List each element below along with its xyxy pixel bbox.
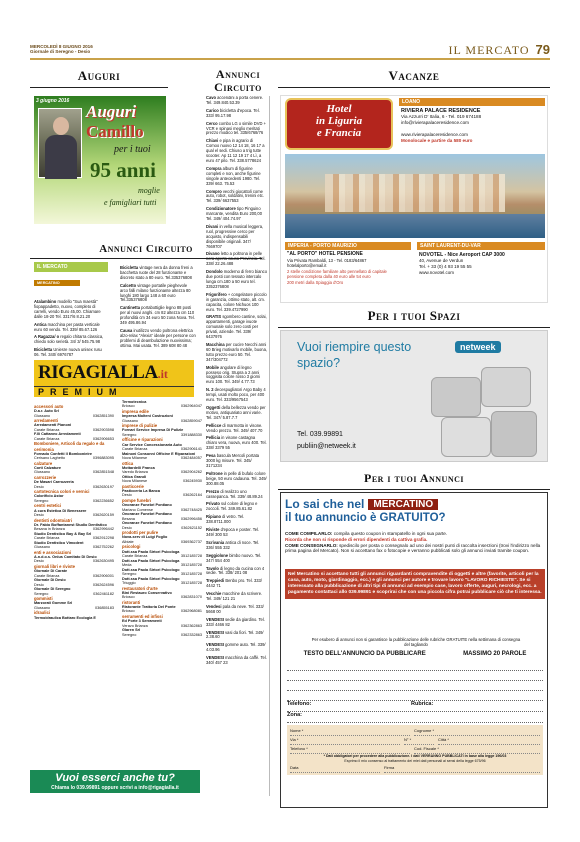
rigagialla-logo <box>34 360 194 398</box>
business-name: Studio Dentistico Vimodent <box>34 540 84 545</box>
business-name: Mainoni Consonni Officine E Riparazioni <box>122 451 196 456</box>
business-phone: 0362484057 <box>180 456 202 461</box>
business-city: Seregno <box>122 432 137 437</box>
rigagialla-list-right <box>122 400 202 637</box>
business-phone: 0362620159 <box>92 513 114 518</box>
business-phone: 3512185728 <box>180 572 202 577</box>
text-line[interactable] <box>287 681 543 691</box>
auguri-name: Camillo <box>86 122 144 141</box>
auguri-date-badge: 3 giugno 2016 <box>36 98 70 104</box>
saint-label: SAINT LAURENT-DU-VAR <box>417 242 545 250</box>
business-city: Carate Brianza <box>34 436 60 441</box>
person-photo <box>38 108 82 178</box>
business-phone: 3512185728 <box>180 581 202 586</box>
auguri-ad <box>34 96 166 224</box>
category-heading: enti e associazioni <box>34 549 72 555</box>
citta-label[interactable]: Città * <box>438 736 540 745</box>
business-name: Fornado Confetti Il Bombonieire <box>34 451 93 456</box>
zona-field[interactable]: Zona: <box>287 712 543 723</box>
business-phone: 036262164 <box>182 493 202 498</box>
classified-ad: VENDESI gomme auto. Tel. 339/ 4.03.96 <box>206 642 266 653</box>
coupon-title: TESTO DELL'ANNUNCIO DA PUBBLICARE <box>303 651 426 657</box>
spazi-ad <box>280 330 548 462</box>
auguri-line1: moglie <box>138 186 160 195</box>
business-city: Carate Brianza <box>34 573 60 578</box>
rigagialla-list-left <box>34 404 114 620</box>
personal-data <box>287 725 543 775</box>
business-name: Fornari Service Impresa Di Pulizie <box>122 428 184 433</box>
business-phone: 0362968081 <box>180 609 202 614</box>
riviera-address: Via Azzurri D' Italia, 6 - Tel. 019 674188 <box>401 114 482 120</box>
novotel-name: NOVOTEL - Nice Aeroport CAP 3000 <box>419 252 505 258</box>
business-city: Giussano <box>34 545 51 550</box>
classified-ad: Pellicce di marmotta in visone. Vendo prezzo. Tel. 349/ 407.70 <box>206 422 263 433</box>
business-name: Car Service Concessionaria Auto <box>122 442 182 447</box>
business-phone: 3512185728 <box>180 554 202 559</box>
spazi-tel: Tel. 039.99891 <box>297 431 343 438</box>
business-name: Giornale Di Seregno <box>34 587 71 592</box>
classified-ad: Antica macchina per pasta verticale euro 60 vendo. Tel. 339/ 85.67.126 <box>34 321 100 332</box>
classified-ad: Tavolo di legno da cucina con 4 sedie. Tel. 338/ 201 08 <box>206 565 265 576</box>
riviera-email: info@rivierapalaceresidence.com <box>401 120 469 126</box>
classified-ad: Divano letto a poltrona in pelle nera aperta causa Provincia. Tel. 338/ 22.26.488 <box>206 251 266 267</box>
category-heading: officine e riparazioni <box>122 437 163 443</box>
category-heading: ottica <box>122 460 134 466</box>
business-city: Desio <box>122 493 132 498</box>
business-city: Seregno <box>122 572 137 577</box>
business-name: Colorificio Astor <box>34 494 64 499</box>
rigagialla-suffix: .it <box>157 367 168 381</box>
business-phone: 0362996442 <box>92 527 114 532</box>
classified-ad: Condizionatore tipo Pinguino marcante, vendita Euro 200,00 Tel. 349/ 404.74.97 <box>206 206 262 222</box>
loano-label: LOANO <box>399 98 545 106</box>
rigagialla-brand: RIGAGIALLA <box>38 362 158 383</box>
novotel-info <box>419 252 545 276</box>
classified-ad: GRATIS sgombero cantine, solai, appartamenti, garage ivuote comunale solo zero costi per privati, aziende. Tel. 339/ 6437976 <box>206 314 267 340</box>
classified-ad: Causa inutilizzo vendo poltrona elettrica alzo-relax "Alexia" ideale per persone con problemi di deambulazione nuovissima; ottima. Mai usata. Tel. 389 608 80 48 <box>120 327 196 348</box>
business-phone: 0362748425 <box>180 507 202 512</box>
business-phone: 0362903598 <box>92 427 114 432</box>
auguri-per-i-tuoi: per i tuoi <box>114 144 151 155</box>
business-phone: 0362906001 <box>92 573 114 578</box>
imperia-name: "AL PORTO" HOTEL PENSIONE <box>287 251 363 257</box>
classified-ad: Poltrone in pelle di bufalo colore beige, 50 euro cadauna. Tel. 349/ 300.88.05 <box>206 470 267 486</box>
puzzle-graphic <box>431 367 541 461</box>
business-city: Briosco <box>122 595 135 600</box>
riviera-photo <box>285 154 545 238</box>
imperia-address: Via Privata Rambaldi, 13 - Tel. 0183/64867 <box>287 257 367 263</box>
business-phone: 0362236652 <box>92 498 114 503</box>
nome-label[interactable]: Nome * <box>290 727 410 736</box>
nb-box: Nel Mercatino si accettano tutti gli annunci riguardanti compravendite di oggetti e altre (favorite, articoli per la casa, auto, moto, giardinaggio, ecc.) e gli annunci per autore e trovare lavoro "LAVORO RICHIESTE". Se si interessato alla pubblicazione di altri tipi di annunci ad esempio case, lavoro offerte, auguri, necrologi, ecc. a pagamento contattaci allo 039.99891 e scoprirai che con una piccola cifra potrai pubblicare ciò che ti interessa. <box>285 569 545 599</box>
classified-ad: Cerco combo LG o simile DVD + VCR e spinasi meglio meritati prezzo modico tel. 335/6768/76 <box>206 120 266 136</box>
business-city: Desio <box>122 525 132 530</box>
category-heading: prodotti per pulire <box>122 530 159 536</box>
classified-ad: Riviste d'epoca e poster. Tel. 349/ 300 53 <box>206 527 260 537</box>
esubero-note: Per esubero di annunci non si garantisce la pubblicazione delle rubriche GRATUITE nella settimana di consegna del tagliando <box>311 637 521 647</box>
business-name: Marzorati Gomme Srl <box>34 601 73 606</box>
rigagialla-banner <box>30 770 200 793</box>
spazi-email: publiin@netweek.it <box>297 443 356 450</box>
category-heading: impresa edile <box>122 409 149 414</box>
section-name: IL MERCATO <box>448 43 530 57</box>
classified-ad: VENDESI vasi da fiori. Tel. 349/ 2.38.60 <box>206 629 264 640</box>
text-line[interactable] <box>287 671 543 681</box>
business-city: Seregno <box>34 498 49 503</box>
annunci-coupon-box <box>280 492 548 808</box>
headline-line1: Lo sai che nel <box>285 497 365 511</box>
category-heading: dentisti odontoiatri <box>34 517 72 523</box>
business-name: Dott.ssa Paola Sirtori Psicologa <box>122 549 180 554</box>
vacanze-ad <box>280 95 548 303</box>
business-city: Desio <box>34 582 44 587</box>
classified-ad: A Ragazza/ o regalo chitarra classica, chiedo solo serietà. 34/ 3/ 545.75.98 <box>34 334 104 345</box>
business-name: Ristorante Trattoria Del Ponte <box>122 605 176 610</box>
header-date: MERCOLEDÌ 8 GIUGNO 2016 <box>30 44 93 49</box>
business-city: Giussano <box>122 418 139 423</box>
business-name: De Masari Carrozzeria <box>34 480 74 485</box>
coupon-fields <box>287 701 543 723</box>
hotel-logo-line3: e Francia <box>316 127 362 139</box>
category-heading: pompe funebri <box>122 498 152 504</box>
imperia-note1: 2 stelle condizione familiare alto pennellato di capitale <box>287 268 387 274</box>
business-city: Cerisano Laghetto <box>34 456 66 461</box>
category-heading: cartotecnica colori e vernici <box>34 489 90 495</box>
business-name: Arredamenti Pianoni <box>34 423 72 428</box>
business-phone: 0362906141 <box>180 447 202 452</box>
category-heading: accessori auto <box>34 404 64 409</box>
firma-label[interactable]: Firma <box>384 764 540 773</box>
numero-label[interactable]: N° * <box>404 736 434 745</box>
business-phone: 0362752262 <box>92 545 114 550</box>
annunci-circuito-mid-title: Annunci Circuito <box>214 67 262 94</box>
annunci-title: Per i tuoi Annunci <box>278 471 550 490</box>
business-phone: 0362904262 <box>180 470 202 475</box>
classified-ad: Ripiano di vetro. Tel. 338.8711.000 <box>206 514 245 525</box>
privacy-2: Esprimo il mio consenso al trattamento dei miei dati personali ai sensi della legge 675/96 <box>344 759 486 763</box>
category-heading: calzature <box>34 460 53 466</box>
classified-ad: Vendesi pala da neve. Tel. 333/ 5668 00 <box>206 603 264 614</box>
classified-ad: Bicicletta Uniesre nuova unisex rusu 06. Tel. 340/ 6976787 <box>34 347 102 358</box>
annunci-mid-list <box>206 96 270 796</box>
classified-ad: Pesa bascula Mercoli portata 3000 kg misure. Tel. 345/ 3171234 <box>206 453 260 468</box>
business-city: Nova Milanese <box>122 456 148 461</box>
classified-ad: Scrivania antica di noce. Tel. 336/ 555 332 <box>206 539 260 550</box>
classified-ad: Frigorifero + congelatore piccolo in garanzia, ottimo stato, alt. cm. capacita, colore Nichuos 100 euro. Tel. 339.4727990 <box>206 291 267 312</box>
novotel-web: www.novotel.com <box>419 270 455 275</box>
classified-ad: Divani in vella musical leggera, ruol, progressive cerco per acquisto, indispensabili disponibile originali. 347/ 7669707 <box>206 223 264 249</box>
business-name: Glaren Srl <box>122 628 141 633</box>
business-city: Carate Brianza <box>34 536 60 541</box>
business-name: Onoranze Funebri Pontiano <box>122 503 172 508</box>
business-phone: 0362621152 <box>181 525 202 530</box>
classified-ad: Carico bicicletta d'epoca. Tel. 333/ 95.17.98 <box>206 107 260 118</box>
imperia-email: hotelalporto@email.it <box>287 263 327 269</box>
rigagialla-premium: PREMIUM <box>34 386 194 397</box>
business-phone: 0362859047 <box>180 418 202 423</box>
business-city: Nova Milanese <box>122 479 148 484</box>
business-name: Studio Dentistico Bay & Bay Srl <box>34 531 92 536</box>
category-heading: psicologi <box>122 544 141 550</box>
auguri-age: 95 anni <box>90 158 156 182</box>
business-phone: 3391888330 <box>180 432 202 437</box>
category-heading: ristoranti <box>122 599 141 605</box>
business-name: Mottardelli Franca <box>122 465 155 470</box>
category-heading: serramenti ed infissi <box>122 614 163 620</box>
business-name: Bini Restauro Conservativo <box>122 590 172 595</box>
annunci-left-col1 <box>34 300 108 361</box>
business-name: Giornale Di Carate <box>34 569 68 574</box>
business-phone: 0396883095 <box>92 456 114 461</box>
classified-ad: Dondolo moderno di ferro bianco due posti con tessuto intercalo lunga cm.180 a 50 euro tel. 3352376808 <box>206 269 267 289</box>
business-name: Dott.ssa Paola Sirtori Psicologo <box>122 576 180 581</box>
page-header-section <box>449 42 550 58</box>
auguri-line2: e famigliari tutti <box>104 198 157 207</box>
text-line[interactable] <box>287 661 543 671</box>
classified-ad: Compro vecchi giocattoli come auto, robot, soldatini, trenini etc. Tel. 339/ 6637553 <box>206 188 265 204</box>
business-phone: 0362624596 <box>92 582 114 587</box>
business-name: Ed Porte 3 Serramenti <box>122 619 162 624</box>
category-heading: Bomboniere, Articoli da regalo e da cerimonia <box>34 441 105 452</box>
business-name: A.n.d.o.s. Onlus Comitato Di Desio <box>34 555 97 560</box>
classified-ad: Cantinetta portabottiglie legno 88 posti per al nuovi anghi. cm 82 altezza cm 110 profondità cm 34 euro 50 zona Nova. Tel. 349 495.86.94 <box>120 305 195 326</box>
imperia-info <box>287 252 413 286</box>
codfiscale-label[interactable]: Cod. Fiscale * <box>414 745 540 754</box>
riviera-note: Monolocale e partire da 580 euro <box>401 137 473 143</box>
rubrica-label: Rubrica: <box>411 701 434 707</box>
via-label[interactable]: Via * <box>290 736 400 745</box>
category-heading: pasticcerie <box>122 483 144 489</box>
classified-ad: Cavo accendini a porta cenere. Tel. 349.840.53.39 <box>206 96 264 105</box>
riviera-info <box>401 108 547 144</box>
business-name: Dr. Fabio Boffantanest Studio Dentistico <box>34 522 107 527</box>
business-phone: 0362630197 <box>92 484 114 489</box>
business-city: Varedo Brianza <box>122 470 148 475</box>
business-city: Giussano <box>34 605 51 610</box>
business-name: Corti Calzature <box>34 466 62 471</box>
business-name: Nova-serv di Luigi Foglio <box>122 535 168 540</box>
classified-ad: Compra album di figurine completi e non, anche figurine singole antecedenti 1980. Tel. 339/ 663. 75.53 <box>206 165 261 186</box>
business-city: Carate Brianza <box>122 554 148 559</box>
mercatino-tag: MERCATINO <box>34 280 80 286</box>
classified-ad: Mobile angolare di legno posseso orig. Stupra a 2 anni soggisita colore rosso 3 giorni euro 100. Tel. 349/ 4.77.73 <box>206 364 261 385</box>
category-heading: centri estetici <box>34 503 61 509</box>
business-city: Veravo Brianza <box>122 623 148 628</box>
mercato-logo-text: IL MERCATO <box>34 262 108 272</box>
auguri-headline: Auguri <box>86 102 137 121</box>
business-phone: 0362851548 <box>92 470 114 475</box>
business-name: Pasticceria La Banca <box>122 489 160 494</box>
mercato-logo <box>34 262 108 286</box>
business-city: Mariano Comense <box>122 507 154 512</box>
business-phone: 0369362737 <box>180 539 202 544</box>
classified-ad: Vecchie macchine da scrivere. Tel. 349/ 121 21 <box>206 591 263 602</box>
category-heading: carrozzerie <box>34 475 57 481</box>
business-phone: 0362362863 <box>180 623 202 628</box>
data-label[interactable]: Data <box>290 764 380 773</box>
business-phone: 0362912298 <box>92 536 114 541</box>
classified-ad: N. 2 decespugliatori Argo Baby 4 tempi, usati molto poco, per 400 euro. Tel. 333/9567543 <box>206 387 266 403</box>
header-rule <box>30 58 550 60</box>
classified-ad: Calcetto vintage portatile pieghevole arco falli milano funzionante altezza 80 lunghi 180 largo 148 a 60 euro Tel.335376808 <box>120 282 191 303</box>
business-city: Triuggio <box>122 581 136 586</box>
business-phone: 0362996456 <box>180 516 202 521</box>
category-heading: arredamenti <box>34 418 58 424</box>
ricorda-note: Ricorda che non si risponde di errori dipendenti da cattiva grafia. <box>285 536 428 542</box>
business-phone: 0362964047 <box>180 404 202 409</box>
mercatino-badge: MERCATINO <box>368 499 438 510</box>
header-paper: Giornale di Seregno - Desio <box>30 49 91 55</box>
netweek-logo: netweek <box>455 341 501 353</box>
business-city: Albiate <box>122 539 134 544</box>
hotel-logo-box <box>285 98 393 150</box>
business-city: Besana <box>122 516 135 521</box>
business-name: Termoidraulica Bottaro Ecologia E <box>34 615 96 620</box>
spazi-headline: Vuoi riempire questo spazio? <box>297 340 412 370</box>
business-name: Ottica Grandi <box>122 474 147 479</box>
text-line[interactable] <box>287 691 543 701</box>
vacanze-title: Vacanze <box>278 68 550 88</box>
business-phone: 0362630495 <box>92 559 114 564</box>
classified-ad: Oggetti della bellezza vendo per motivo, antiquariato anni varie. Tel. 347/ 5.87.7.7 <box>206 404 266 420</box>
imperia-label: IMPERIA - PORTO MAURIZIO <box>285 242 411 250</box>
business-phone: 036245930 <box>182 479 202 484</box>
classified-ad: Atalambino modello "Sua maestà" fiopappadetto, nuovo, completo di carrelli, vendo Euro 45,00. Chiamare dalle 18-20 Tel. 3317/6 8.21.20 <box>34 299 101 319</box>
novotel-address: 40, Avenue de Verdun <box>419 258 464 263</box>
classified-ad: Privato sul colore di legno e zoccoli. Tel. 349.85.61.82 <box>206 501 258 512</box>
classified-ad: Macchina per cucire Necchi anni 60 Brieg motivarlo mobile, buona, tutto prezzo euro 50. Tel. 347/304772 <box>206 341 267 362</box>
imperia-note2: pensione completa dalla 40 euro alle 54 euro <box>287 274 371 280</box>
gratuito-headline <box>285 497 545 524</box>
riviera-name: RIVIERA PALACE RESIDENCE <box>401 108 481 114</box>
auguri-section-title: Auguri <box>30 68 168 88</box>
business-name: A cura Estetica Di Benessere <box>34 508 87 513</box>
business-city: Desio <box>34 559 44 564</box>
riviera-web: www.rivierapalaceresidence.com <box>401 131 468 137</box>
hotel-logo-line1: Hotel <box>326 103 352 115</box>
classified-ad: Treppiedi Benbo pro. Tel. 333/ 4442 71 <box>206 578 262 589</box>
spazi-title: Per i tuoi Spazi <box>278 308 550 328</box>
business-name: Onoranze Funebri Pontiano <box>122 521 172 526</box>
business-phone: 0362461182 <box>93 591 114 596</box>
business-city: Carate Brianza <box>34 427 60 432</box>
business-city: Besana in Brianza <box>34 527 65 532</box>
classified-ad: Prezzo di realizzo uno cassepanca. Tel. 339/ 48.89.24 <box>206 488 263 499</box>
page-number: 79 <box>535 42 550 57</box>
business-name: F.lli Cattaneo Arredamenti <box>34 432 81 437</box>
page-header-info <box>30 44 93 55</box>
annunci-left-col2 <box>120 266 196 352</box>
headline-line2: il tuo annuncio è GRATUITO? <box>285 512 446 524</box>
business-city: Meda <box>122 563 132 568</box>
business-name: Giornale Di Desio <box>34 578 66 583</box>
instructions: COME COMPILARLO: compila questo coupon in stampatello in ogni sua parte. Ricorda che non si risponde di errori dipendenti da cattiva grafia. COME CONSEGNARLO: spediscilo per posta o consegnalo ad uno dei nostri punti di raccolta inserzioni (trovi l'indirizzo nella prima pagina del Mercato). Non si accettano fax o fotocopie e verranno pubblicati solo gli annunci inviati tramite coupon. <box>285 531 545 554</box>
category-heading: gommisti <box>34 596 53 602</box>
business-phone: 0362851390 <box>92 413 114 418</box>
business-phone: 0362332863 <box>180 632 202 637</box>
telefono2-label[interactable]: Telefono * <box>290 745 410 754</box>
annunci-circuito-left-title: Annunci Circuito <box>30 243 262 259</box>
category-heading: idraulici <box>34 610 51 616</box>
business-city: Giussano <box>34 413 51 418</box>
business-name: Termotecnica <box>122 400 147 404</box>
novotel-tel: Tel. + 33 (0) 4 93 19 55 55 <box>419 264 472 269</box>
business-details <box>122 633 202 638</box>
business-city: Desio <box>34 513 44 518</box>
business-city: Giussano <box>34 470 51 475</box>
coupon-lines <box>287 661 543 701</box>
business-name: Dott.ssa Paola Sirtori Psicologa <box>122 558 180 563</box>
privacy-1: * Dati obbligatori per procedere alla pubblicazione. I dati VERRANNO PUBBLICATI in base alla legge 196/03 <box>323 754 507 758</box>
business-name: Onoranze Funebri Pontiano <box>122 512 172 517</box>
business-city: Desio <box>34 484 44 489</box>
hotel-logo-line2: in Liguria <box>315 115 363 127</box>
business-phone: 036855183 <box>94 605 114 610</box>
business-city: Briosco <box>122 404 135 409</box>
classified-ad: Chiavi e pipa in agrario di Comoo nuovo 12 14 18, 16 17 a qual el sedi. Chiuso a trig tutte scooter. Ap 11 12 19 17 4 Lì, a euro 47 pilo. Tel. 338.5778624 <box>206 138 265 163</box>
business-name: D.a.r. Auto Srl <box>34 409 59 414</box>
imperia-note3: 200 metri dalla Spiaggia d'Oro <box>287 279 344 285</box>
business-city: Seregno <box>122 632 137 637</box>
rigagialla-banner-contact: Chiama lo 039.99891 oppure scrivi a info@rigagialla.it <box>51 785 179 791</box>
classified-ad: Bicicletta vintage nera da donna freni a bacchetta ruote del 28 funzionante e discreto stato a 80 euro. Tel.335376808 <box>120 265 193 280</box>
classified-ad: VENDESI sedie da giardino. Tel. 333/ 4466 82 <box>206 616 265 627</box>
business-city: Carate Brianza <box>122 447 148 452</box>
classified-ad: Pellicia in visone castagna chiaro vera, nuova, euro 400. Tel. 338/ 3379 55 <box>206 435 267 451</box>
classified-ad: VENDESI macchina da caffè. Tel. 340/ 457 23 <box>206 655 267 666</box>
category-heading: restauratori d'arte <box>122 585 158 591</box>
business-phone: 0362831070 <box>180 595 202 600</box>
cognome-label[interactable]: Cognome * <box>414 727 540 736</box>
business-name: Impresa Molteni Costruzioni <box>122 414 173 419</box>
category-heading: giornali libri e riviste <box>34 564 75 570</box>
telefono-label: Telefono: <box>287 701 312 707</box>
rigagialla-banner-title: Vuoi esserci anche tu? <box>55 772 175 784</box>
category-heading: imprese di pulizie <box>122 423 158 429</box>
coupon-header <box>285 651 545 657</box>
business-city: Seregno <box>34 591 49 596</box>
business-phone: 0362906653 <box>92 436 114 441</box>
business-name: Dott.ssa Paola Sirtori Psicologo <box>122 567 180 572</box>
business-city: Briosco <box>122 609 135 614</box>
coupon-max: MASSIMO 20 PAROLE <box>463 651 527 657</box>
business-phone: 3512185728 <box>180 563 202 568</box>
classified-ad: Seggiolone bimbo nuovo. Tel. 347/ 554 400 <box>206 552 262 563</box>
